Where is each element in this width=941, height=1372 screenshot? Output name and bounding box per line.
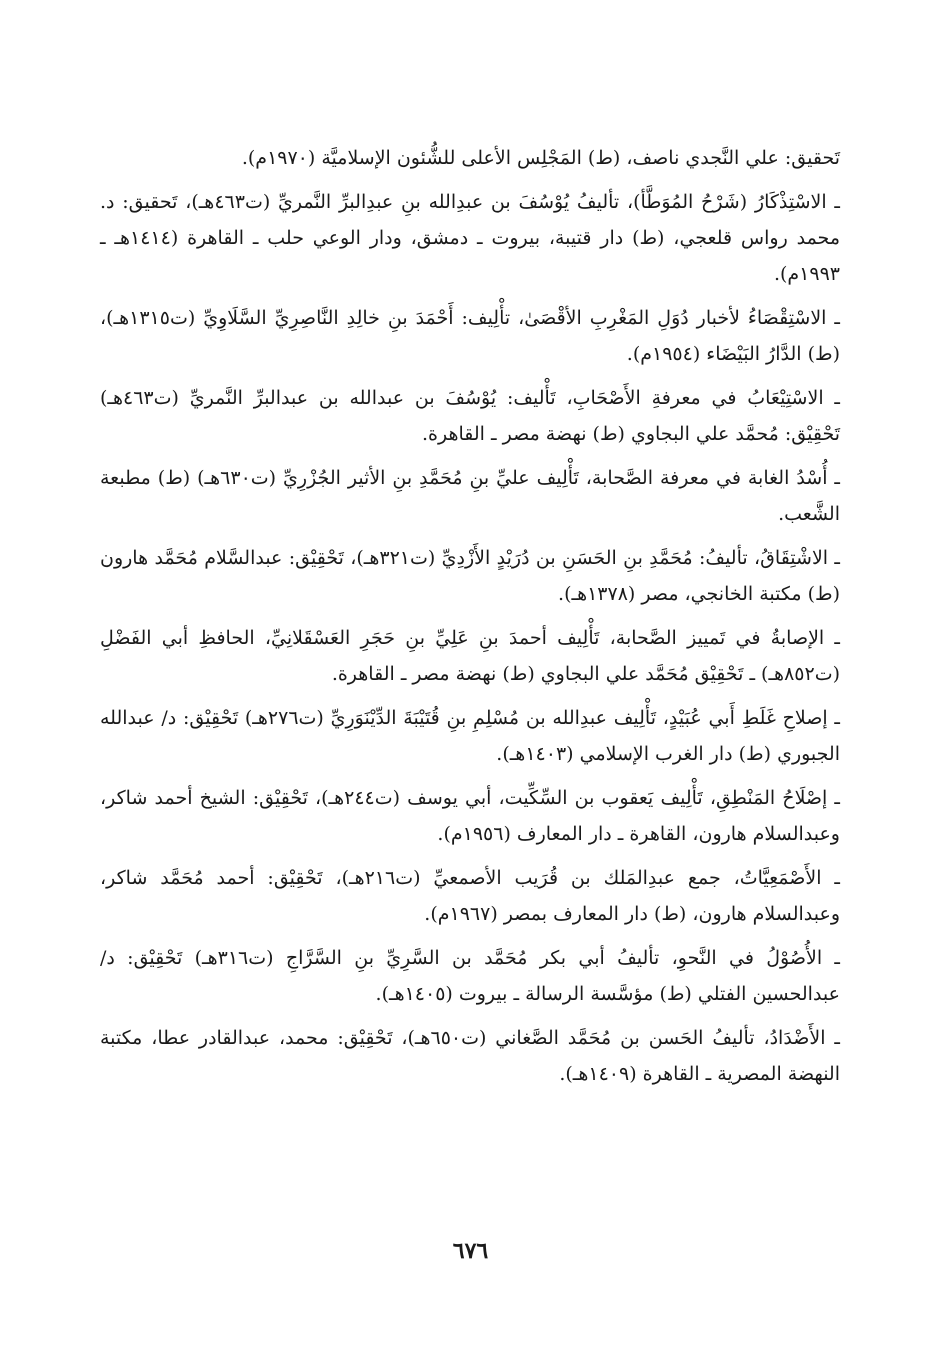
bibliography-entry: ـ الأَضْدَادُ، تأليفُ الحَسن بن مُحَمَّد الصَّغاني (ت٦٥٠هـ)، تَحْقِيْق: محمد، عبدالقادر عطا، مكتبة النهضة المصرية ـ القاهرة (١٤٠٩هـ). bbox=[100, 1027, 840, 1085]
bibliography-list bbox=[100, 140, 840, 1100]
bibliography-entry: ـ أُسْدُ الغابة في معرفة الصَّحابة، تَأْلِيف عليِّ بنِ مُحَمَّدِ بنِ الأثير الجُزْرِيِّ (ت٦٣٠هـ) (ط) مطبعة الشَّعب. bbox=[100, 467, 841, 525]
bibliography-entry: ـ الاسْتِقْصَاءُ لأخبار دُوَلِ المَغْرِبِ الأقْصَىٰ، تأْلِيف: أَحْمَدَ بنِ خالِدِ النَّاصِرِيِّ السَّلَاوِيِّ (ت١٣١٥هـ)، (ط) الدَّارُ البَيْضَاء (١٩٥٤م). bbox=[100, 307, 840, 365]
bibliography-entry: ـ الاسْتِذْكَارُ (شَرْحُ المُوَطَّأ)، تأليفُ يُوْسُفَ بن عبدِالله بنِ عبدِالبرِّ النَّمريِّ (ت٤٦٣هـ)، تَحقيق: د. محمد رواس قلعجي، (ط) دار قتيبة، بيروت ـ دمشق، ودار الوعي حلب ـ القاهرة (١٤١٤هـ ـ ١٩٩٣م). bbox=[100, 191, 840, 285]
bibliography-entry: ـ الاسْتِيْعَابُ في معرفةِ الأَصْحَابِ، تَأْليف: يُوْسُفَ بن عبدالله بن عبدالبرِّ النَّمريِّ (ت٤٦٣هـ) تَحْقِيْق: مُحمَّد علي البجاوي (ط) نهضة مصر ـ القاهرة. bbox=[100, 387, 840, 445]
bibliography-entry: ـ الإصابةُ في تَمييز الصَّحابة، تَأْلِيف أحمدَ بنِ عَلِيِّ بنِ حَجَرِ العَسْقَلانِيِّ، الحافظِ أبي الفَضْلِ (ت٨٥٢هـ) ـ تَحْقِيْق مُحَمَّد علي البجاوي (ط) نهضة مصر ـ القاهرة. bbox=[100, 627, 840, 685]
bibliography-entry: ـ الاشْتِقَاقُ، تأليفُ: مُحَمَّدِ بنِ الحَسَنِ بن دُرَيْدٍ الأَزْدِيِّ (ت٣٢١هـ)، تَحْقِيْق: عبدالسَّلام مُحَمَّد هارون (ط) مكتبة الخانجي، مصر (١٣٧٨هـ). bbox=[100, 547, 840, 605]
bibliography-entry: ـ إصلاحِ غَلَطِ أَبي عُبَيْدٍ، تَأْلِيف عبدِالله بن مُسْلِمِ بنِ قُتَيْبَةَ الدِّيْنَوَرِيِّ (ت٢٧٦هـ) تَحْقِيْق: د/ عبدالله الجبوري (ط) دار الغرب الإسلامي (١٤٠٣هـ). bbox=[100, 707, 840, 765]
bibliography-entry: ـ الأَصْمَعِيَّاتُ، جمع عبدِالمَلك بن قُرَيب الأصمعيِّ (ت٢١٦هـ)، تَحْقِيْق: أحمد مُحَمَّد شاكر، وعبدالسلام هارون، (ط) دار المعارف بمصر (١٩٦٧م). bbox=[100, 867, 840, 925]
bibliography-entry: ـ إصْلَاحُ المَنْطِقِ، تَأْلِيف يَعقوب بن السِّكِّيت، أبي يوسف (ت٢٤٤هـ)، تَحْقِيْق: الشيخ أحمد شاكر، وعبدالسلام هارون، القاهرة ـ دار المعارف (١٩٥٦م). bbox=[100, 787, 841, 845]
page-number: ٦٧٦ bbox=[452, 1238, 489, 1264]
bibliography-entry: تَحقيق: علي النَّجدي ناصف، (ط) المَجْلِس الأعلى للشُّئون الإسلاميَّة (١٩٧٠م). bbox=[241, 147, 840, 169]
bibliography-entry: ـ الأُصُوْلُ في النَّحوِ، تأليفُ أبي بكر مُحَمَّد بن السَّرِيِّ بنِ السَّرَّاجِ (ت٣١٦هـ) تَحْقِيْق: د/ عبدالحسين الفتلي (ط) مؤسَّسة الرسالة ـ بيروت (١٤٠٥هـ). bbox=[100, 947, 840, 1005]
